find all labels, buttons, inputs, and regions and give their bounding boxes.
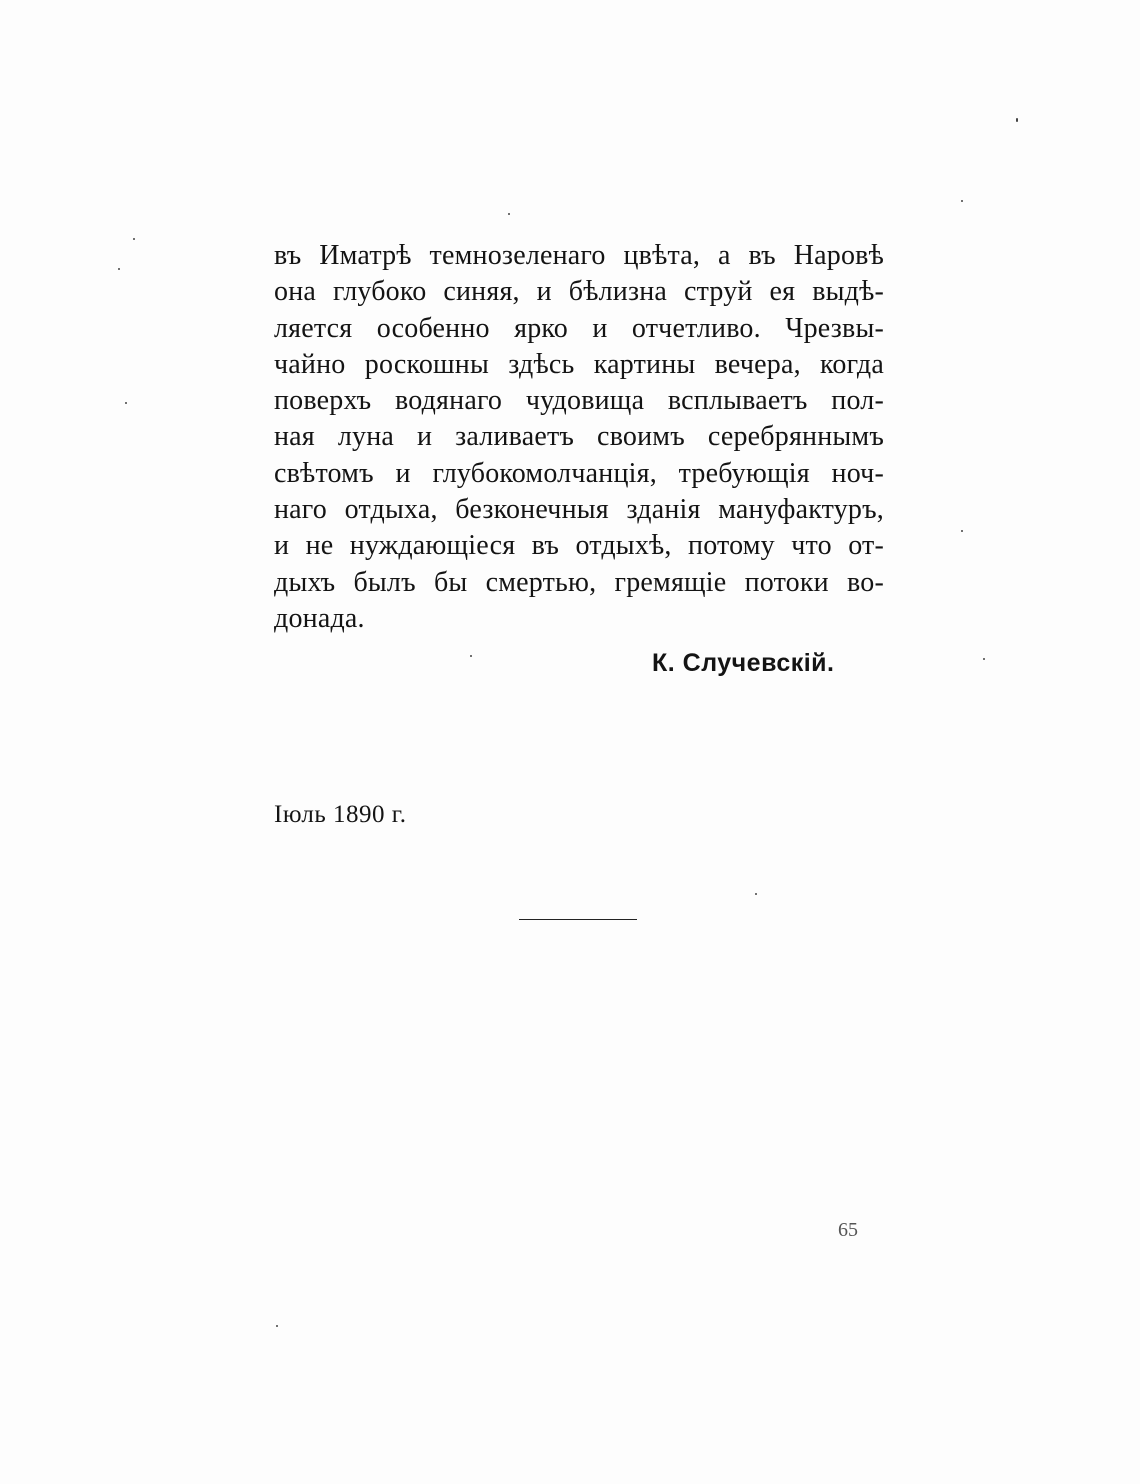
date-line: Іюль 1890 г. <box>274 801 407 828</box>
scan-speck <box>755 893 757 895</box>
body-text <box>274 238 884 637</box>
text-line: она глубоко синяя, и бѣлизна струй ея выдѣ- <box>274 276 884 308</box>
text-line: дыхъ былъ бы смертью, гремящіе потоки во- <box>274 566 884 598</box>
scan-speck <box>118 268 120 270</box>
text-line: поверхъ водянаго чудовища всплываетъ пол- <box>274 385 884 417</box>
scan-speck <box>961 530 963 532</box>
text-line: наго отдыха, безконечныя зданія мануфактуръ, <box>274 494 884 526</box>
text-line: ляется особенно ярко и отчетливо. Чрезвы- <box>274 312 884 344</box>
scan-speck <box>276 1325 278 1327</box>
scan-speck <box>125 402 127 404</box>
text-line: и не нуждающіеся въ отдыхѣ, потому что от- <box>274 530 884 562</box>
page-number: 65 <box>838 1219 858 1241</box>
scan-speck <box>1016 118 1018 122</box>
section-divider <box>519 919 637 920</box>
scan-speck <box>983 658 985 660</box>
scan-speck <box>133 238 135 240</box>
scan-speck <box>961 200 963 202</box>
text-line: чайно роскошны здѣсь картины вечера, когда <box>274 348 884 380</box>
author-signature: К. Случевскій. <box>652 649 835 677</box>
scan-speck <box>470 655 472 657</box>
text-line: ная луна и заливаетъ своимъ серебряннымъ <box>274 421 884 453</box>
text-line: свѣтомъ и глубокомолчанція, требующія ноч- <box>274 457 884 489</box>
text-line: донада. <box>274 602 365 634</box>
scan-speck <box>508 213 510 215</box>
text-line: въ Иматрѣ темнозеленаго цвѣта, а въ Наровѣ <box>274 240 884 271</box>
